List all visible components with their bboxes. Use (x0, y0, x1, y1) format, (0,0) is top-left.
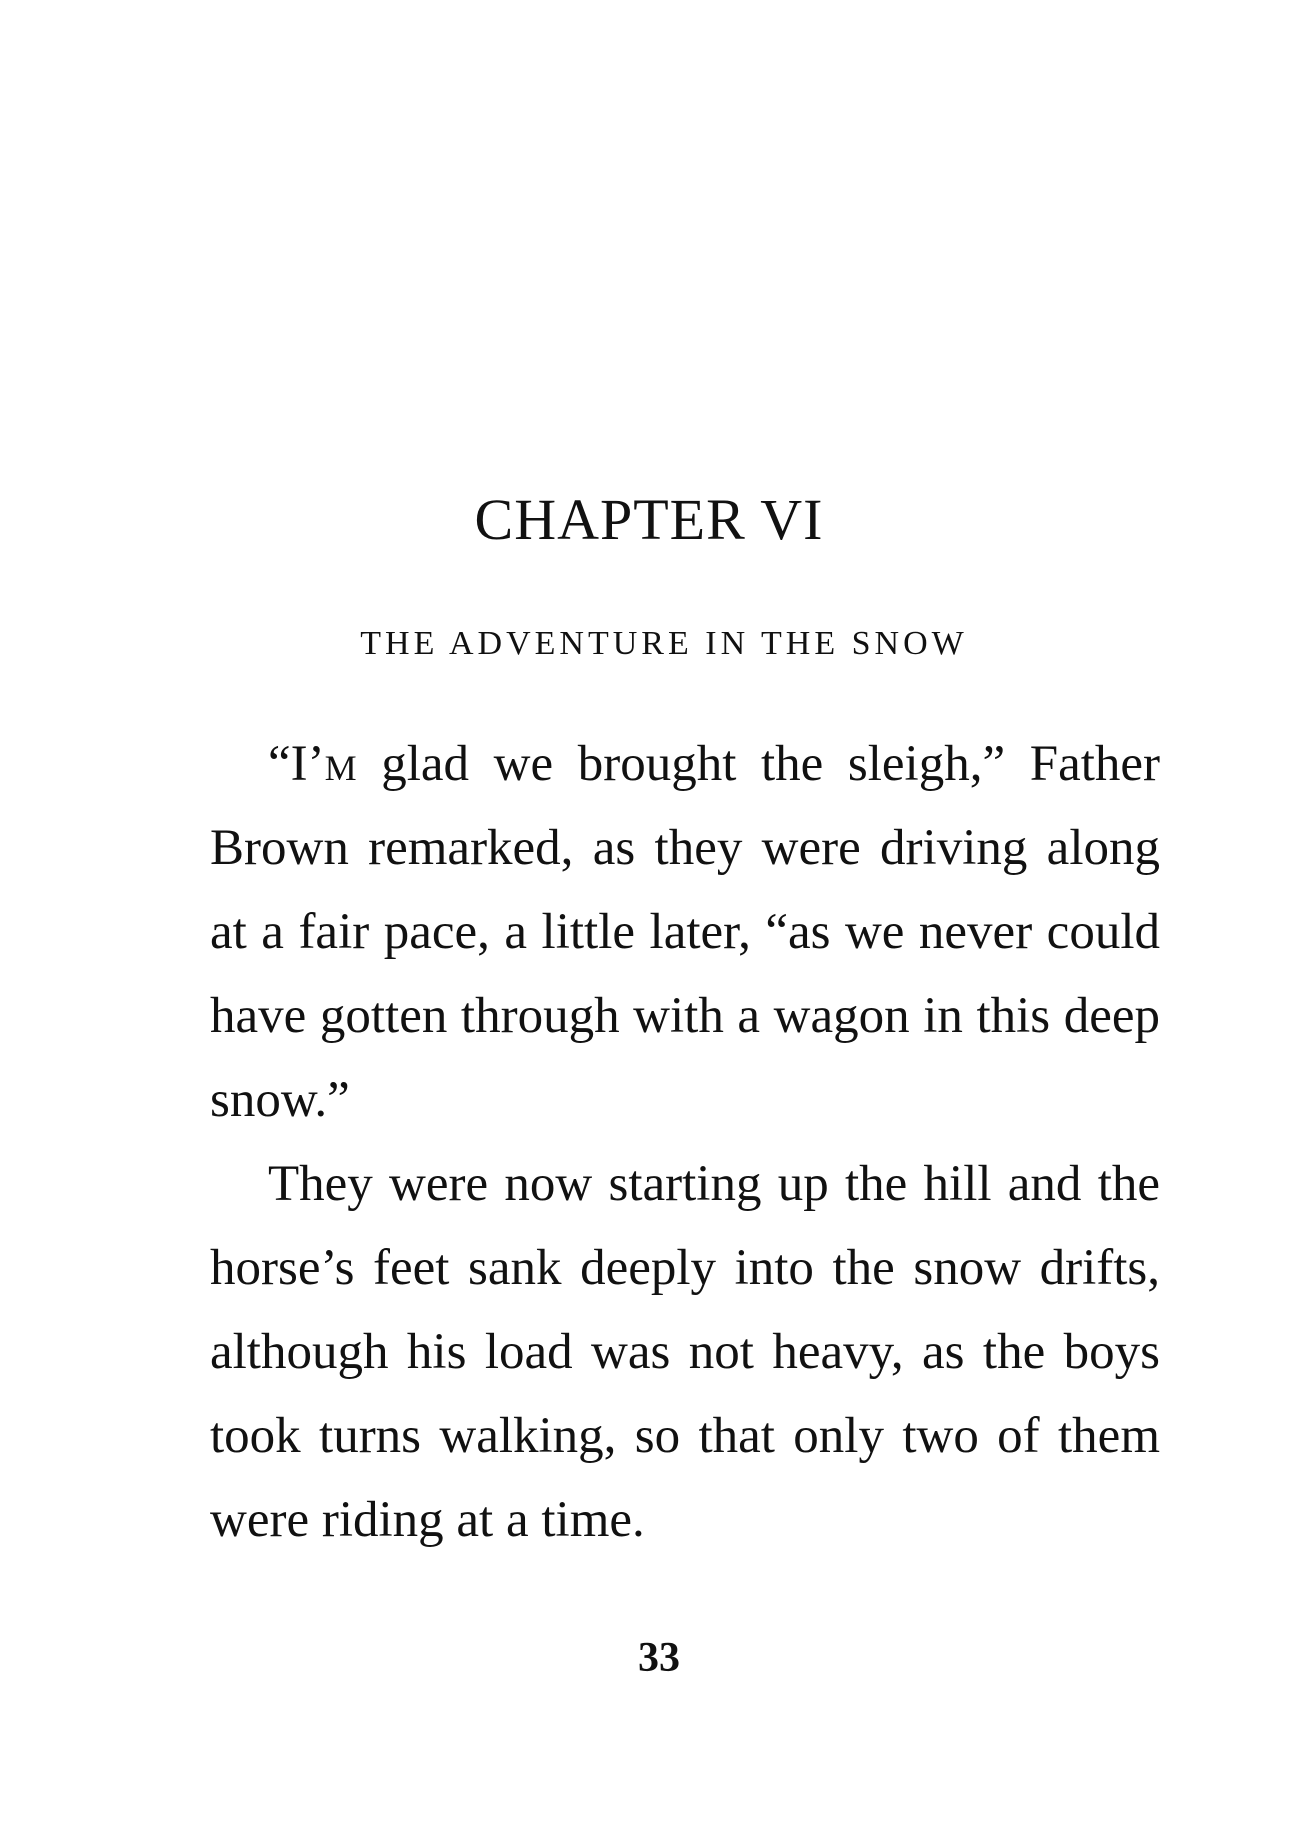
paragraph-1 (210, 722, 1160, 1142)
chapter-heading: CHAPTER VI (474, 487, 824, 552)
page-number: 33 (638, 1635, 680, 1681)
paragraph-2: They were now starting up the hill and the horse’s feet sank deeply into the snow drifts, although his load was not heavy, as the boys took turns walking, so that only two of them were riding at a time. (210, 1156, 1160, 1548)
paragraph-1-opening-quote: “I’ (268, 736, 325, 792)
chapter-subtitle: THE ADVENTURE IN THE SNOW (360, 625, 968, 662)
paragraph-1-smallcaps-word: m (324, 736, 357, 792)
paragraph-1-text: glad we brought the sleigh,” Father Brown remarked, as they were driving along at a fair pace, a little later, “as we never could have gotten through with a wagon in this deep snow.” (210, 736, 1160, 1128)
chapter-body (210, 722, 1160, 1562)
